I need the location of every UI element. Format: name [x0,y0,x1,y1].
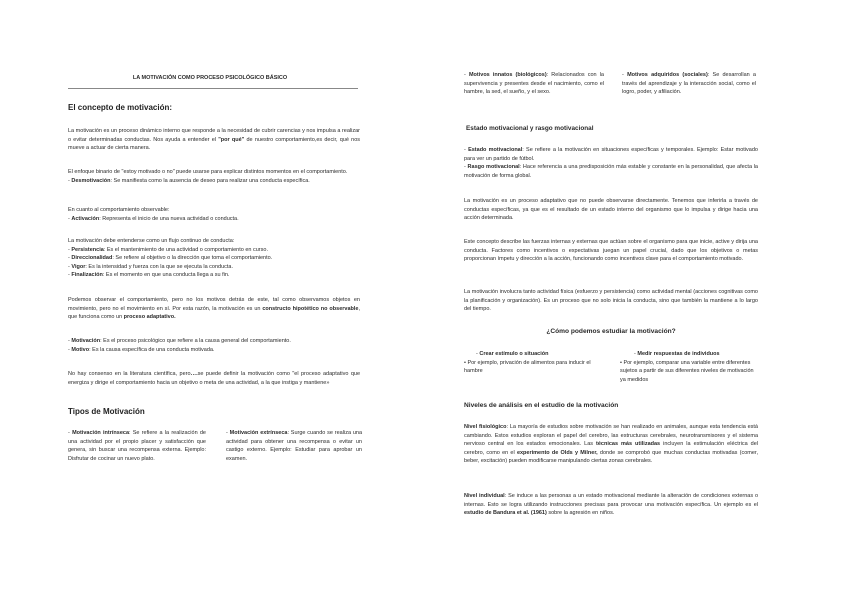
list-item: - Motivación: Es el proceso psicológico que refiere a la causa general del comportamiento. [68,338,291,344]
forces-paragraph: Este concepto describe las fuerzas internas y externas que actúan sobre el organismo para que inicie, active y dirija una conducta. Factores como incentivos o expectativas juegan un papel crucial, dado que los objetivos o metas proporcionan ímpetu y dirección a la acción, funcionando como incentivos clave para el comportamiento motivado. [464,239,758,263]
physiological-level: Nivel fisiológico: La mayoría de estudios sobre motivación se han realizado en animales, aunque esta tendencia está cambiando. Estos estudios exploran el papel del cerebro, las estructuras cerebrales, neurotransmisores y el sistema nervioso central en los estados emocionales. Las técnicas más utilizadas incluyen la estimulación eléctrica del cerebro, como en el experimento de Olds y Milner, donde se comprobó que muchas conductas motivadas (comer, beber, excitación) pueden modificarse manipulando ciertas zonas cerebrales. [464,424,758,465]
study-heading: ¿Cómo podemos estudiar la motivación? [546,328,676,335]
extrinsic-motivation: - Motivación extrínseca: Surge cuando se realiza una actividad para obtener una recompensa o evitar un castigo externo. Ejemplo: Estudiar para aprobar un examen. [226,430,362,462]
document-title: LA MOTIVACIÓN COMO PROCESO PSICOLÓGICO BÁSICO [132,75,288,81]
state-trait-paragraph: - Estado motivacional: Se refiere a la motivación en situaciones específicas y temporales. Ejemplo: Estar motivado para ver un partido de fútbol. - Rasgo motivacional: Hace referencia a una predisposición más estable y constante en la personalidad, que afecta la motivación de forma global. [464,147,758,179]
acquired-motives: - Motivos adquiridos (sociales): Se desarrollan a través del aprendizaje y la interacción social, como el logro, poder, y afiliación. [622,72,756,96]
list-item: - Finalización: Es el momento en que una conducta llega a su fin. [68,272,230,279]
study-measure-responses: - Medir respuestas de individuos • Por ejemplo, comparar una variable entre diferentes sujetos a partir de sus diferentes niveles de motivación ya medidos [620,351,754,383]
individual-level: Nivel individual: Se induce a las personas a un estado motivacional mediante la alteración de condiciones externas o internas. Esto se logra utilizando instrucciones precisas para provocar una motivación específica. Un ejemplo es el estudio de Bandura et al. (1961) sobre la agresión en niños. [464,493,758,517]
list-item: - Vigor: Es la intensidad y fuerza con la que se ejecuta la conducta. [68,263,234,270]
study-create-stimulus: - Crear estímulo o situación • Por ejemplo, privación de alimentos para inducir el hambre [464,351,591,375]
definition-paragraph: No hay consenso en la literatura científica, pero….se puede definir la motivación como "el proceso adaptativo que energiza y dirige el comportamiento hacia un objetivo o meta de una actividad, a la que instiga y mantiene» [68,371,360,386]
observe-paragraph: Podemos observar el comportamiento, pero no los motivos detrás de este, tal como observamos objetos en movimiento, pero no el movimiento en sí. Por esta razón, la motivación es un constructo hipotético no observable, que funciona como un proceso adaptativo. [68,297,360,321]
list-item: - Motivo: Es la causa específica de una conducta motivada. [68,346,215,353]
concept-heading: El concepto de motivación: [68,103,173,112]
right-page [424,0,848,599]
binary-paragraph: El enfoque binario de "estoy motivado o no" puede usarse para explicar distintos momentos en el comportamiento. - Desmotivación: Se manifiesta como la ausencia de deseo para realizar una conducta específica. [68,169,348,184]
state-trait-heading: Estado motivacional y rasgo motivacional [466,125,594,132]
innate-motives: - Motivos innatos (biológicos): Relacionados con la supervivencia y presentes desde el nacimiento, como el hambre, la sed, el sueño, y el sexo. [464,72,604,96]
list-item: - Direccionalidad: Se refiere al objetivo o la dirección que toma el comportamiento. [68,255,273,262]
concept-paragraph: La motivación es un proceso dinámico interno que responde a la necesidad de cubrir carencias y nos impulsa a realizar o evitar determinadas conductas. Nos ayuda a entender el "por qué" de nuestro comportamiento,es decir, qué nos mueve a actuar de cierta manera. [68,128,360,152]
motive-paragraph [68,337,360,354]
adaptive-paragraph: La motivación es un proceso adaptativo que no puede observarse directamente. Tenemos que inferirla a través de conductas específicas, ya que es el resultado de un estado interno del organismo que lo impulsa y dirige hacia una acción determinada. [464,198,758,222]
observable-paragraph: En cuanto al comportamiento observable: - Activación: Representa el inicio de una nueva actividad o conducta. [68,207,239,222]
types-heading: Tipos de Motivación [68,407,145,416]
effort-paragraph: La motivación involucra tanto actividad física (esfuerzo y persistencia) como actividad mental (acciones cognitivas como la planificación y organización). Es un proceso que no solo inicia la conducta, sino que también la mantiene a lo largo del tiempo. [464,289,758,313]
list-item: - Persistencia: Es el mantenimiento de una actividad o comportamiento en curso. [68,246,268,253]
title-rule [68,88,358,89]
intrinsic-motivation: - Motivación intrínseca: Se refiere a la realización de una actividad por el propio placer y satisfacción que genera, sin buscar una recompensa externa. Ejemplo: Disfrutar de cocinar un nuevo plato. [68,430,206,462]
levels-heading: Niveles de análisis en el estudio de la motivación [464,402,619,409]
flow-paragraph: La motivación debe entenderse como un flujo continuo de conducta: - Persistencia: Es el mantenimiento de una actividad o comportamiento en curso. - Direccionalidad: Se refiere al objetivo o la dirección que toma el comportamiento. - Vigor: Es la intensidad y fuerza con la que se ejecuta la conducta. - Finalización: Es el momento en que una conducta llega a su fin. [68,237,360,280]
